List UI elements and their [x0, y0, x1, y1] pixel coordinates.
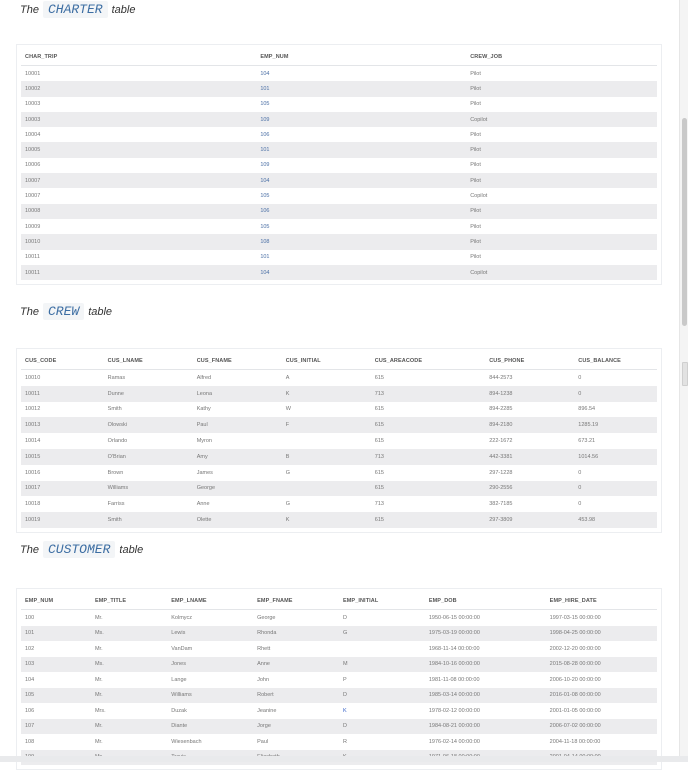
crew-cell: 615	[371, 481, 485, 497]
charter-table-row	[21, 188, 657, 203]
crew-column-header: CUS_LNAME	[104, 353, 193, 370]
crew-cell: G	[285, 501, 291, 508]
customer-cell: 101	[21, 626, 91, 642]
customer-cell: 2002-12-20 00:00:00	[549, 645, 601, 652]
customer-cell: Jorge	[253, 719, 339, 735]
charter-table-row	[21, 97, 657, 112]
charter-table-row	[21, 219, 657, 234]
customer-cell: 1985-03-14 00:00:00	[425, 688, 546, 704]
charter-cell: Pilot	[466, 142, 657, 157]
crew-table-name: CREW	[43, 303, 84, 320]
crew-cell: 297-3809	[485, 512, 574, 528]
customer-caption-pre: The	[20, 544, 39, 556]
customer-cell: Kolmycz	[171, 614, 193, 621]
customer-cell: D	[339, 719, 425, 735]
crew-cell: 844-2573	[489, 374, 513, 381]
customer-table-row	[21, 610, 657, 626]
charter-cell: 10008	[21, 204, 256, 219]
customer-cell: 107	[21, 719, 91, 735]
customer-cell	[339, 641, 425, 657]
crew-body	[21, 370, 657, 528]
crew-cell: 453.98	[574, 512, 657, 528]
charter-cell: 10003	[21, 112, 256, 127]
crew-cell: 290-2556	[485, 481, 574, 497]
crew-cell: Dunne	[104, 386, 193, 402]
crew-cell: 10018	[25, 501, 41, 508]
charter-column-header: CHAR_TRIP	[21, 49, 256, 66]
customer-table-row	[21, 626, 657, 642]
customer-cell: 2006-07-02 00:00:00	[546, 719, 657, 735]
charter-column-header: EMP_NUM	[256, 49, 466, 66]
crew-cell: 0	[578, 469, 582, 476]
customer-cell: G	[339, 626, 425, 642]
crew-column-header: CUS_FNAME	[193, 353, 282, 370]
crew-cell: Olette	[193, 512, 282, 528]
customer-table-row	[21, 641, 657, 657]
customer-cell: 1976-02-14 00:00:00	[428, 738, 480, 745]
charter-table-row	[21, 265, 657, 280]
crew-cell: 10011	[21, 386, 104, 402]
charter-cell: Pilot	[470, 223, 481, 230]
customer-cell: Mr.	[94, 676, 103, 683]
crew-column-header: CUS_INITIAL	[282, 353, 371, 370]
customer-table-row	[21, 734, 657, 750]
charter-cell: 106	[260, 131, 270, 138]
charter-table-name: CHARTER	[43, 1, 108, 18]
customer-cell: 103	[21, 657, 91, 673]
crew-cell: 10015	[21, 449, 104, 465]
crew-cell: Brown	[107, 469, 124, 476]
customer-cell: K	[342, 707, 347, 714]
crew-cell: Kathy	[196, 406, 211, 413]
crew-table-row	[21, 433, 657, 449]
crew-cell: Alfred	[196, 374, 212, 381]
customer-cell: Lewis	[167, 626, 253, 642]
crew-cell: G	[285, 469, 291, 476]
charter-cell: 10011	[25, 254, 40, 261]
crew-cell: 615	[374, 406, 384, 413]
crew-cell: Farriss	[107, 501, 125, 508]
customer-cell: 1950-06-15 00:00:00	[428, 614, 480, 621]
crew-cell: 615	[371, 417, 485, 433]
crew-cell: 10012	[25, 406, 41, 413]
customer-caption-post: table	[119, 544, 144, 556]
crew-cell: 673.21	[578, 438, 596, 445]
customer-cell: Wiesenbach	[171, 738, 202, 745]
crew-cell: 713	[371, 449, 485, 465]
crew-cell: Anne	[196, 501, 210, 508]
customer-column-header: EMP_FNAME	[253, 593, 339, 610]
customer-cell: Ms.	[91, 626, 167, 642]
customer-cell: 1978-02-12 00:00:00	[428, 707, 480, 714]
crew-cell: 297-1228	[489, 469, 513, 476]
customer-cell: 104	[25, 676, 35, 683]
charter-cell: 10010	[21, 234, 256, 249]
charter-cell: 10007	[21, 173, 256, 188]
customer-table-name: CUSTOMER	[43, 541, 115, 558]
customer-cell: John	[257, 676, 270, 683]
customer-table-row	[21, 672, 657, 688]
crew-table-container	[16, 348, 662, 533]
crew-cell: 0	[578, 501, 582, 508]
customer-cell: 1975-03-19 00:00:00	[425, 626, 546, 642]
crew-cell: 1014.56	[574, 449, 657, 465]
charter-cell: 109	[256, 112, 466, 127]
customer-cell: 105	[21, 688, 91, 704]
customer-cell: Rhett	[257, 645, 271, 652]
customer-cell: Lange	[171, 676, 187, 683]
customer-cell: Duzak	[171, 707, 187, 714]
crew-cell: George	[193, 481, 282, 497]
crew-cell: Amy	[193, 449, 282, 465]
charter-cell: 104	[256, 265, 466, 280]
crew-header-row	[21, 353, 657, 370]
customer-header-row	[21, 593, 657, 610]
crew-cell	[282, 433, 371, 449]
charter-cell: Pilot	[466, 173, 657, 188]
crew-table-row	[21, 449, 657, 465]
customer-table-container	[16, 588, 662, 770]
crew-cell: 894-2180	[485, 417, 574, 433]
charter-table-row	[21, 127, 657, 142]
crew-cell: 1285.19	[574, 417, 657, 433]
customer-cell: Paul	[257, 738, 269, 745]
charter-cell: 10005	[21, 142, 256, 157]
crew-cell: 615	[374, 469, 384, 476]
crew-caption-pre: The	[20, 306, 39, 318]
customer-cell: M	[339, 657, 425, 673]
crew-cell: 10013	[21, 417, 104, 433]
customer-cell: Mr.	[94, 645, 103, 652]
customer-body	[21, 610, 657, 766]
customer-table	[21, 593, 657, 765]
customer-cell: P	[342, 676, 347, 683]
charter-table-container	[16, 44, 662, 285]
scrollbar-thumb[interactable]	[682, 118, 687, 326]
customer-cell: 2015-08-28 00:00:00	[546, 657, 657, 673]
customer-cell: Ms.	[91, 657, 167, 673]
bottom-bar	[0, 756, 688, 762]
customer-table-row	[21, 703, 657, 719]
crew-cell: 713	[371, 386, 485, 402]
charter-table-row	[21, 81, 657, 96]
customer-cell: 1968-11-14 00:00:00	[428, 645, 480, 652]
customer-cell: 102	[25, 645, 35, 652]
crew-cell: A	[285, 374, 290, 381]
customer-cell: 100	[25, 614, 35, 621]
customer-cell: Mr.	[91, 688, 167, 704]
crew-column-header: CUS_PHONE	[485, 353, 574, 370]
crew-table-row	[21, 496, 657, 512]
charter-cell: 106	[256, 204, 466, 219]
charter-cell: 10004	[25, 131, 41, 138]
charter-cell: Copilot	[470, 193, 488, 200]
crew-table-row	[21, 512, 657, 528]
customer-cell: 108	[25, 738, 35, 745]
customer-cell: Jeanine	[257, 707, 277, 714]
crew-table-row	[21, 402, 657, 418]
charter-body	[21, 66, 657, 281]
customer-column-header: EMP_LNAME	[167, 593, 253, 610]
crew-cell: Olowski	[104, 417, 193, 433]
charter-cell: Copilot	[466, 265, 657, 280]
customer-cell: Robert	[253, 688, 339, 704]
customer-cell: Mrs.	[94, 707, 106, 714]
crew-cell: 896.54	[578, 406, 596, 413]
customer-cell: R	[342, 738, 347, 745]
crew-cell: 615	[374, 438, 384, 445]
charter-table-row	[21, 234, 657, 249]
crew-cell: Leona	[193, 386, 282, 402]
charter-cell: 101	[256, 81, 466, 96]
crew-column-header: CUS_CODE	[21, 353, 104, 370]
charter-cell: Pilot	[470, 101, 481, 108]
customer-cell: 1998-04-25 00:00:00	[546, 626, 657, 642]
charter-cell: 105	[260, 223, 270, 230]
crew-cell: 10016	[25, 469, 41, 476]
charter-cell: Pilot	[470, 162, 481, 169]
crew-cell: 713	[374, 501, 384, 508]
charter-cell: 10006	[25, 162, 41, 169]
customer-cell: D	[342, 614, 347, 621]
charter-cell: 104	[256, 173, 466, 188]
customer-cell: Williams	[167, 688, 253, 704]
crew-cell: 0	[574, 481, 657, 497]
crew-cell: Smith	[104, 512, 193, 528]
crew-cell: 222-1672	[489, 438, 513, 445]
crew-cell: K	[282, 386, 371, 402]
charter-cell: Pilot	[466, 81, 657, 96]
charter-cell: 104	[260, 70, 270, 77]
customer-cell: 1984-08-21 00:00:00	[425, 719, 546, 735]
crew-table-row	[21, 417, 657, 433]
customer-column-header: EMP_DOB	[425, 593, 546, 610]
charter-cell: Pilot	[466, 204, 657, 219]
crew-cell: 615	[374, 374, 384, 381]
crew-cell: James	[196, 469, 213, 476]
customer-caption	[20, 542, 143, 557]
crew-table-row	[21, 465, 657, 481]
customer-cell: Diante	[167, 719, 253, 735]
crew-cell	[282, 481, 371, 497]
charter-table-row	[21, 250, 657, 265]
crew-cell: F	[282, 417, 371, 433]
charter-cell: 108	[256, 234, 466, 249]
crew-cell: Paul	[193, 417, 282, 433]
customer-cell: Mr.	[91, 719, 167, 735]
charter-cell: 10003	[25, 101, 41, 108]
customer-cell: Anne	[253, 657, 339, 673]
customer-table-row	[21, 688, 657, 704]
charter-cell: 101	[260, 254, 270, 261]
crew-cell: 894-1238	[485, 386, 574, 402]
charter-cell: Pilot	[470, 131, 481, 138]
crew-cell: W	[285, 406, 291, 413]
charter-cell: 101	[256, 142, 466, 157]
charter-header-row	[21, 49, 657, 66]
crew-cell: Williams	[104, 481, 193, 497]
charter-cell: Pilot	[470, 70, 481, 77]
customer-cell: 2001-01-05 00:00:00	[549, 707, 601, 714]
customer-cell: Rhonda	[253, 626, 339, 642]
crew-caption	[20, 304, 112, 319]
crew-cell: 0	[574, 386, 657, 402]
charter-table-row	[21, 112, 657, 127]
customer-column-header: EMP_HIRE_DATE	[546, 593, 657, 610]
charter-caption-pre: The	[20, 4, 39, 16]
crew-cell: Ramas	[107, 374, 126, 381]
charter-table-row	[21, 142, 657, 157]
crew-table-row	[21, 386, 657, 402]
charter-caption	[20, 2, 135, 17]
crew-column-header: CUS_BALANCE	[574, 353, 657, 370]
vertical-scrollbar[interactable]	[679, 0, 688, 762]
customer-cell: 2006-10-20 00:00:00	[549, 676, 601, 683]
crew-table	[21, 353, 657, 528]
crew-cell: 10017	[21, 481, 104, 497]
charter-cell: 10009	[25, 223, 41, 230]
charter-table-row	[21, 173, 657, 188]
crew-cell: Myron	[196, 438, 212, 445]
customer-table-row	[21, 719, 657, 735]
crew-cell: 10019	[21, 512, 104, 528]
crew-cell: 382-7185	[489, 501, 513, 508]
customer-column-header: EMP_NUM	[21, 593, 91, 610]
charter-cell: 109	[260, 162, 270, 169]
crew-cell: Orlando	[107, 438, 128, 445]
charter-cell: Copilot	[466, 112, 657, 127]
charter-cell: 10001	[25, 70, 41, 77]
charter-cell: 10007	[25, 193, 41, 200]
crew-cell: 10014	[25, 438, 41, 445]
customer-cell: Jones	[167, 657, 253, 673]
crew-cell: 442-3381	[485, 449, 574, 465]
charter-caption-post: table	[111, 4, 136, 16]
crew-table-row	[21, 481, 657, 497]
charter-column-header: CREW_JOB	[466, 49, 657, 66]
charter-cell: 105	[260, 193, 270, 200]
charter-table-row	[21, 158, 657, 173]
crew-column-header: CUS_AREACODE	[371, 353, 485, 370]
customer-cell: 1997-03-15 00:00:00	[549, 614, 601, 621]
scrollbar-handle[interactable]	[682, 362, 688, 386]
crew-cell: B	[282, 449, 371, 465]
customer-cell: 2016-01-08 00:00:00	[546, 688, 657, 704]
crew-cell: 10010	[25, 374, 41, 381]
customer-cell: 106	[25, 707, 35, 714]
customer-column-header: EMP_TITLE	[91, 593, 167, 610]
charter-cell: Pilot	[470, 254, 481, 261]
customer-cell: Mr.	[94, 614, 103, 621]
customer-table-row	[21, 657, 657, 673]
customer-cell: D	[339, 688, 425, 704]
charter-cell: 105	[260, 101, 270, 108]
customer-cell: 1981-11-08 00:00:00	[428, 676, 480, 683]
customer-cell: VanDam	[171, 645, 193, 652]
charter-table	[21, 49, 657, 280]
crew-cell: 0	[578, 374, 582, 381]
crew-caption-post: table	[88, 306, 113, 318]
customer-cell: 1984-10-16 00:00:00	[425, 657, 546, 673]
customer-cell: 2004-11-18 00:00:00	[549, 738, 601, 745]
charter-table-row	[21, 66, 657, 82]
customer-cell: George	[257, 614, 276, 621]
customer-column-header: EMP_INITIAL	[339, 593, 425, 610]
charter-table-row	[21, 204, 657, 219]
charter-cell: Pilot	[466, 234, 657, 249]
customer-cell: Mr.	[94, 738, 103, 745]
crew-cell: O'Brian	[104, 449, 193, 465]
crew-cell: 615	[371, 512, 485, 528]
crew-cell: 894-2285	[489, 406, 513, 413]
crew-cell: K	[282, 512, 371, 528]
charter-cell: 10002	[21, 81, 256, 96]
charter-cell: 10011	[21, 265, 256, 280]
crew-table-row	[21, 370, 657, 386]
crew-cell: Smith	[107, 406, 122, 413]
